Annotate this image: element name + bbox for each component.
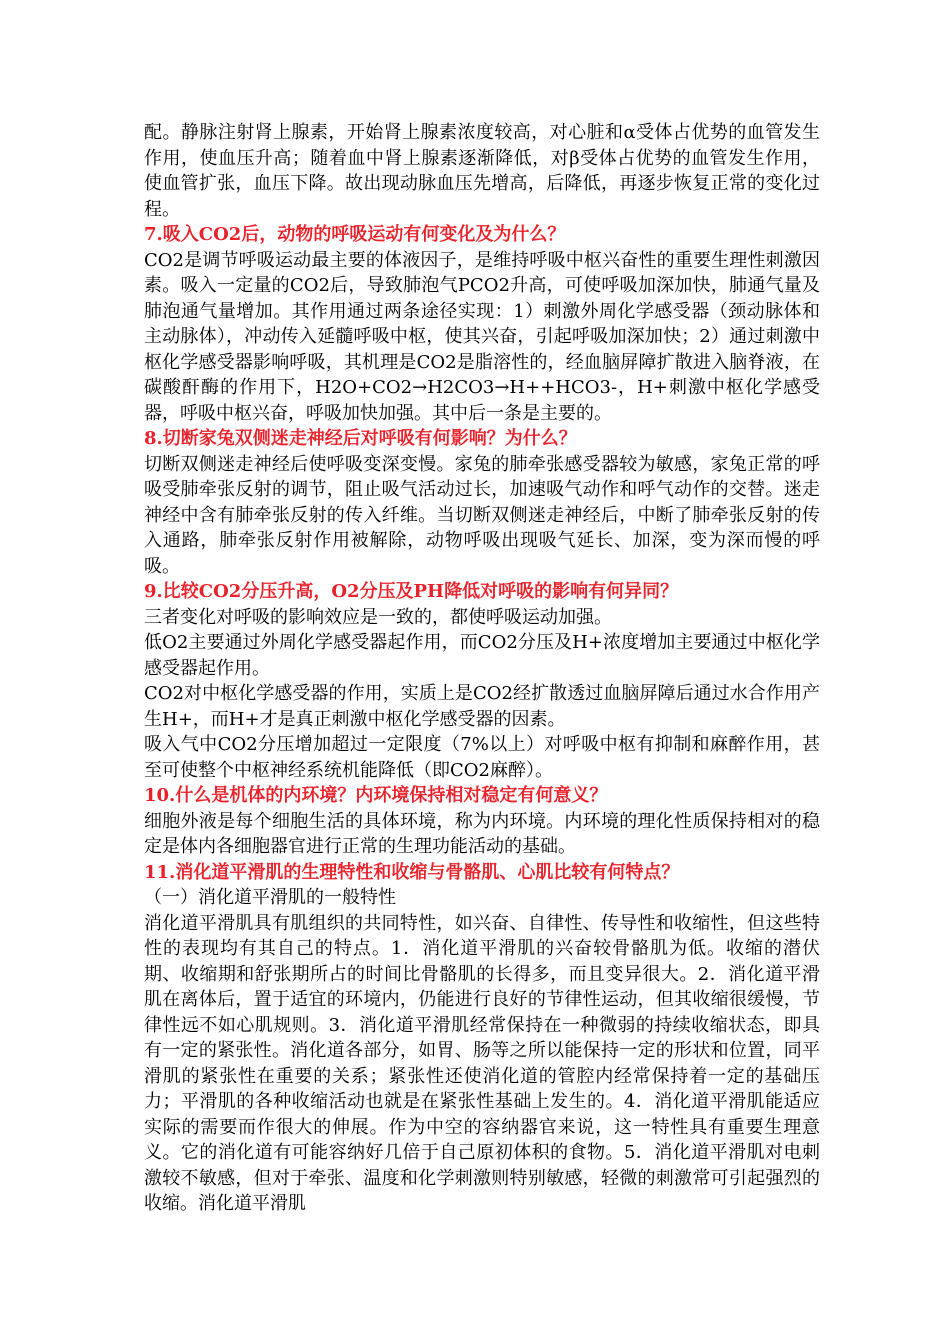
answer-7-paragraph: CO2是调节呼吸运动最主要的体液因子，是维持呼吸中枢兴奋性的重要生理性刺激因素。吸入一定量的CO2后，导致肺泡气PCO2升高，可使呼吸加深加快，肺通气量及肺泡通气量增加。其作用通过两条途径实现：1）刺激外周化学感受器（颈动脉体和主动脉体），冲动传入延髓呼吸中枢，使其兴奋，引起呼吸加深加快；2）通过刺激中枢化学感受器影响呼吸，其机理是CO2是脂溶性的，经血脑屏障扩散进入脑脊液，在碳酸酐酶的作用下，H2O+CO2→H2CO3→H++HCO3-，H+刺激中枢化学感受器，呼吸中枢兴奋，呼吸加快加强。其中后一条是主要的。 xyxy=(144,249,820,424)
answer-9-paragraph-3: CO2对中枢化学感受器的作用，实质上是CO2经扩散透过血脑屏障后通过水合作用产生H+，而H+才是真正刺激中枢化学感受器的因素。 xyxy=(144,683,820,730)
answer-9-paragraph-1: 三者变化对呼吸的影响效应是一致的，都使呼吸运动加强。 xyxy=(144,606,612,628)
question-10-heading: 10.什么是机体的内环境？内环境保持相对稳定有何意义？ xyxy=(144,785,608,806)
answer-11-paragraph: 消化道平滑肌具有肌组织的共同特性，如兴奋、自律性、传导性和收缩性，但这些特性的表现均有其自己的特点。1．消化道平滑肌的兴奋较骨骼肌为低。收缩的潜伏期、收缩期和舒张期所占的时间比骨骼肌的长得多，而且变异很大。2．消化道平滑肌在离体后，置于适宜的环境内，仍能进行良好的节律性运动，但其收缩很缓慢，节律性远不如心肌规则。3．消化道平滑肌经常保持在一种微弱的持续收缩状态，即具有一定的紧张性。消化道各部分，如胃、肠等之所以能保持一定的形状和位置，同平滑肌的紧张性在重要的关系；紧张性还使消化道的管腔内经常保持着一定的基础压力；平滑肌的各种收缩活动也就是在紧张性基础上发生的。4．消化道平滑肌能适应实际的需要而作很大的伸展。作为中空的容纳器官来说，这一特性具有重要生理意义。它的消化道有可能容纳好几倍于自己原初体积的食物。5．消化道平滑肌对电刺激较不敏感，但对于牵张、温度和化学刺激则特别敏感，轻微的刺激常可引起强烈的收缩。消化道平滑肌 xyxy=(144,912,820,1214)
answer-11-subheading: （一）消化道平滑肌的一般特性 xyxy=(144,887,396,908)
answer-8-paragraph: 切断双侧迷走神经后使呼吸变深变慢。家兔的肺牵张感受器较为敏感，家兔正常的呼吸受肺牵张反射的调节，阻止吸气活动过长，加速吸气动作和呼气动作的交替。迷走神经中含有肺牵张反射的传入纤维。当切断双侧迷走神经后，中断了肺牵张反射的传入通路，肺牵张反射作用被解除，动物呼吸出现吸气延长、加深，变为深而慢的呼吸。 xyxy=(144,453,820,577)
question-8-heading: 8.切断家兔双侧迷走神经后对呼吸有何影响？为什么？ xyxy=(144,428,577,449)
question-9-heading: 9.比较CO2分压升高，O2分压及PH降低对呼吸的影响有何异同？ xyxy=(144,581,679,602)
answer-9-paragraph-4: 吸入气中CO2分压增加超过一定限度（7%以上）对呼吸中枢有抑制和麻醉作用，甚至可使整个中枢神经系统机能降低（即CO2麻醉）。 xyxy=(144,734,820,781)
paragraph-epinephrine-end: 配。静脉注射肾上腺素，开始肾上腺素浓度较高，对心脏和α受体占优势的血管发生作用，使血压升高；随着血中肾上腺素逐渐降低，对β受体占优势的血管发生作用，使血管扩张，血压下降。故出现动脉血压先增高，后降低，再逐步恢复正常的变化过程。 xyxy=(144,122,820,220)
answer-10-paragraph: 细胞外液是每个细胞生活的具体环境，称为内环境。内环境的理化性质保持相对的稳定是体内各细胞器官进行正常的生理功能活动的基础。 xyxy=(144,810,820,857)
question-7-heading: 7.吸入CO2后，动物的呼吸运动有何变化及为什么？ xyxy=(144,224,566,245)
question-11-heading: 11.消化道平滑肌的生理特性和收缩与骨骼肌、心肌比较有何特点？ xyxy=(144,861,680,883)
answer-9-paragraph-2: 低O2主要通过外周化学感受器起作用，而CO2分压及H+浓度增加主要通过中枢化学感受器起作用。 xyxy=(144,632,820,679)
